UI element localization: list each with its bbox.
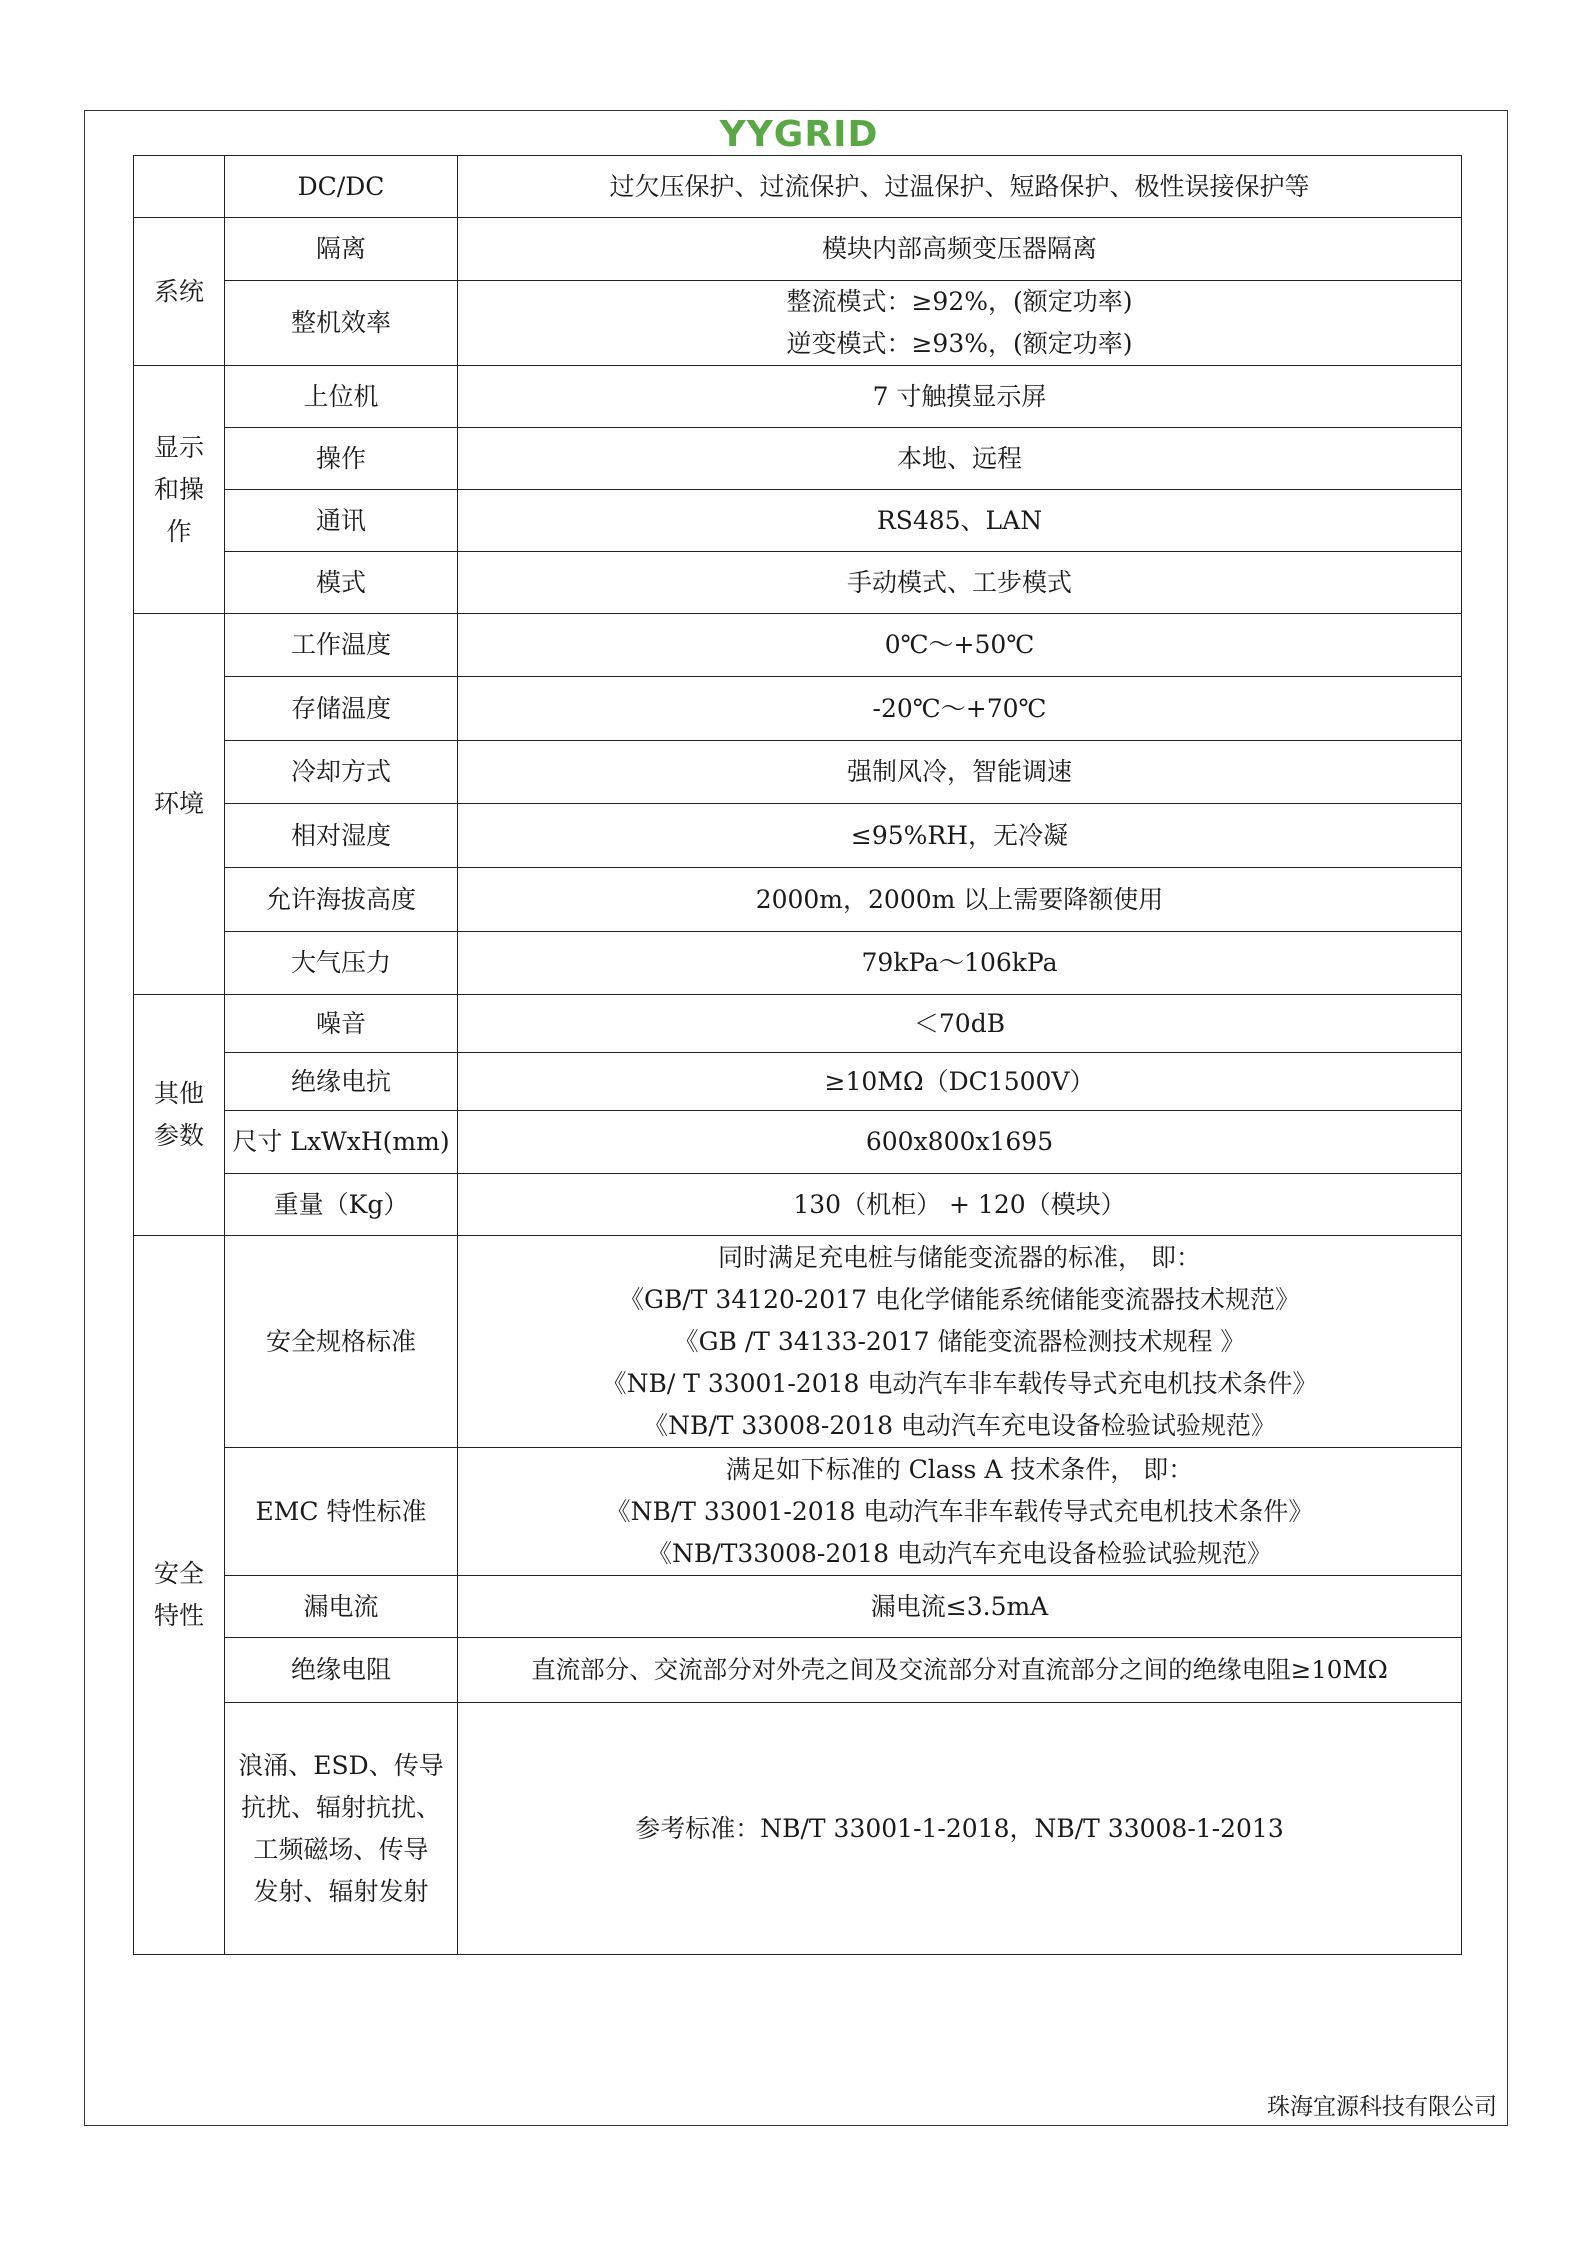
item-value: 0℃～+50℃ — [458, 614, 1462, 677]
item-label: 操作 — [225, 428, 458, 490]
value-line: 满足如下标准的 Class A 技术条件， 即： — [725, 1454, 1194, 1484]
item-value: 7 寸触摸显示屏 — [458, 366, 1462, 428]
item-value: 本地、远程 — [458, 428, 1462, 490]
item-label: 相对湿度 — [225, 804, 458, 868]
item-value: ≥10MΩ（DC1500V） — [458, 1053, 1462, 1111]
value-line: 《NB/ T 33001-2018 电动汽车非车载传导式充电机技术条件》 — [601, 1368, 1318, 1398]
item-label: 上位机 — [225, 366, 458, 428]
table-row — [134, 1448, 1462, 1576]
value-line: 逆变模式：≥93%，(额定功率) — [786, 329, 1133, 358]
item-value: RS485、LAN — [458, 490, 1462, 552]
table-row — [134, 995, 1462, 1053]
value-line: 《NB/T33008-2018 电动汽车充电设备检验试验规范》 — [647, 1538, 1272, 1568]
item-label: 冷却方式 — [225, 741, 458, 804]
item-label: 大气压力 — [225, 932, 458, 995]
item-label — [225, 1703, 458, 1955]
item-label: 工作温度 — [225, 614, 458, 677]
table-row — [134, 1111, 1462, 1174]
table-row — [134, 281, 1462, 366]
table-row — [134, 366, 1462, 428]
item-value — [458, 1448, 1462, 1576]
item-label: DC/DC — [225, 156, 458, 218]
logo-text: YYGRID — [719, 114, 879, 154]
item-value — [458, 1236, 1462, 1448]
value-line: 《NB/T 33008-2018 电动汽车充电设备检验试验规范》 — [643, 1410, 1276, 1440]
table-row — [134, 1053, 1462, 1111]
item-value: ≤95%RH，无冷凝 — [458, 804, 1462, 868]
item-value: 直流部分、交流部分对外壳之间及交流部分对直流部分之间的绝缘电阻≥10MΩ — [458, 1638, 1462, 1703]
item-label-line: 抗扰、辐射抗扰、 — [240, 1792, 441, 1822]
item-value: -20℃～+70℃ — [458, 677, 1462, 741]
item-value: 2000m，2000m 以上需要降额使用 — [458, 868, 1462, 932]
item-label: 绝缘电阻 — [225, 1638, 458, 1703]
category-line: 安全 — [153, 1559, 204, 1588]
item-label: 存储温度 — [225, 677, 458, 741]
item-value: ＜70dB — [458, 995, 1462, 1053]
value-line: 《GB/T 34120-2017 电化学储能系统储能变流器技术规范》 — [619, 1284, 1300, 1314]
table-row — [134, 677, 1462, 741]
table-row — [134, 868, 1462, 932]
item-label: 安全规格标准 — [225, 1236, 458, 1448]
item-value: 参考标准：NB/T 33001-1-2018，NB/T 33008-1-2013 — [458, 1703, 1462, 1955]
category-display — [134, 366, 225, 614]
footer-company: 珠海宜源科技有限公司 — [1267, 2094, 1497, 2120]
value-line: 《GB /T 34133-2017 储能变流器检测技术规程 》 — [673, 1326, 1246, 1356]
item-value: 过欠压保护、过流保护、过温保护、短路保护、极性误接保护等 — [458, 156, 1462, 218]
item-label: 模式 — [225, 552, 458, 614]
item-label-line: 工频磁场、传导 — [253, 1834, 429, 1864]
item-label: 漏电流 — [225, 1576, 458, 1638]
table-row — [134, 804, 1462, 868]
spec-table — [133, 155, 1462, 1955]
category-system: 系统 — [134, 218, 225, 366]
item-value: 模块内部高频变压器隔离 — [458, 218, 1462, 281]
company-logo — [708, 112, 890, 154]
table-row — [134, 490, 1462, 552]
item-label: 允许海拔高度 — [225, 868, 458, 932]
item-label: 绝缘电抗 — [225, 1053, 458, 1111]
category-cell-empty — [134, 156, 225, 218]
item-value: 79kPa～106kPa — [458, 932, 1462, 995]
value-line: 《NB/T 33001-2018 电动汽车非车载传导式充电机技术条件》 — [605, 1496, 1314, 1526]
item-value: 130（机柜） + 120（模块） — [458, 1174, 1462, 1236]
table-row — [134, 218, 1462, 281]
item-value: 强制风冷，智能调速 — [458, 741, 1462, 804]
item-value: 600x800x1695 — [458, 1111, 1462, 1174]
table-row — [134, 156, 1462, 218]
table-row — [134, 1576, 1462, 1638]
item-label-line: 浪涌、ESD、传导 — [238, 1750, 444, 1780]
value-line: 整流模式：≥92%，(额定功率) — [786, 287, 1133, 316]
table-row — [134, 428, 1462, 490]
category-line: 特性 — [153, 1601, 204, 1630]
table-row — [134, 932, 1462, 995]
item-label: EMC 特性标准 — [225, 1448, 458, 1576]
category-line: 和操 — [153, 474, 204, 504]
item-label: 尺寸 LxWxH(mm) — [225, 1111, 458, 1174]
category-line: 其他 — [153, 1079, 204, 1108]
item-label: 噪音 — [225, 995, 458, 1053]
table-row — [134, 1236, 1462, 1448]
value-line: 同时满足充电桩与储能变流器的标准， 即： — [718, 1242, 1201, 1272]
category-line: 作 — [166, 516, 192, 546]
category-safety — [134, 1236, 225, 1955]
item-label: 整机效率 — [225, 281, 458, 366]
table-row — [134, 552, 1462, 614]
item-label: 通讯 — [225, 490, 458, 552]
item-label: 重量（Kg） — [225, 1174, 458, 1236]
category-line: 参数 — [153, 1121, 204, 1150]
item-label-line: 发射、辐射发射 — [253, 1876, 429, 1906]
table-row — [134, 1638, 1462, 1703]
category-environment: 环境 — [134, 614, 225, 995]
item-value — [458, 281, 1462, 366]
table-row — [134, 1174, 1462, 1236]
category-other — [134, 995, 225, 1236]
table-row — [134, 741, 1462, 804]
table-row — [134, 614, 1462, 677]
category-line: 显示 — [153, 432, 204, 462]
item-value: 手动模式、工步模式 — [458, 552, 1462, 614]
item-value: 漏电流≤3.5mA — [458, 1576, 1462, 1638]
item-label: 隔离 — [225, 218, 458, 281]
table-row — [134, 1703, 1462, 1955]
